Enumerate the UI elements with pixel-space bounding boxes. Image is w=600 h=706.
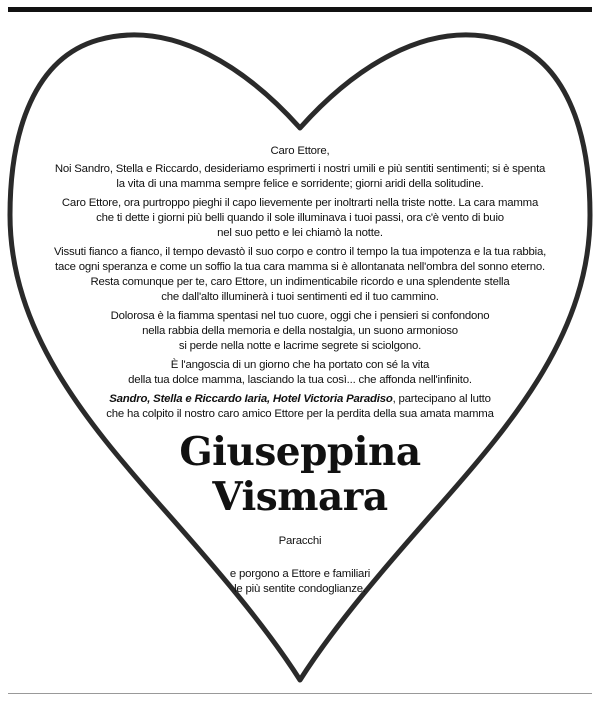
- paragraph-line: che ti dette i giorni più belli quando il sole illuminava i tuoi passi, ora c'è vento di buio: [96, 212, 504, 224]
- paragraph-2: [30, 196, 570, 241]
- paragraph-line: Caro Ettore, ora purtroppo pieghi il capo lievemente per inoltrarti nella triste notte. La cara mamma: [61, 197, 539, 209]
- paragraph-line: Vissuti fianco a fianco, il tempo devastò il suo corpo e contro il tempo la tua impotenza e la tua rabbia,: [53, 246, 547, 258]
- participation-line-2: che ha colpito il nostro caro amico Ettore per la perdita della sua amata mamma: [106, 408, 494, 420]
- closing: [30, 567, 570, 597]
- paragraph-line: nel suo petto e lei chiamò la notte.: [217, 227, 383, 239]
- paragraph-line: la vita di una mamma sempre felice e sorridente; giorni aridi della solitudine.: [116, 178, 484, 190]
- greeting: Caro Ettore,: [270, 145, 330, 157]
- deceased-name: [30, 430, 570, 520]
- sender-name: Paracchi: [278, 535, 322, 547]
- paragraph-line: nella rabbia della memoria e della nostalgia, un suono armonioso: [142, 325, 458, 337]
- notice-text-block: [30, 144, 570, 597]
- participation: [30, 392, 570, 422]
- closing-line-2: le più sentite condoglianze.: [234, 583, 366, 595]
- paragraph-line: Noi Sandro, Stella e Riccardo, desideriamo esprimerti i nostri umili e più sentiti sentimenti; si è spenta: [54, 163, 546, 175]
- paragraph-1: [30, 162, 570, 192]
- paragraph-5: [30, 358, 570, 388]
- paragraph-line: Resta comunque per te, caro Ettore, un indimenticabile ricordo e una splendente stella: [90, 276, 510, 288]
- participants-names: Sandro, Stella e Riccardo Iaria, Hotel Victoria Paradiso: [109, 393, 393, 405]
- paragraph-line: Dolorosa è la fiamma spentasi nel tuo cuore, oggi che i pensieri si confondono: [110, 310, 490, 322]
- paragraph-line: che dall'alto illuminerà i tuoi sentimenti ed il tuo cammino.: [161, 291, 439, 303]
- paragraph-line: È l'angoscia di un giorno che ha portato con sé la vita: [170, 359, 430, 371]
- deceased-first-name: Giuseppina: [179, 429, 421, 475]
- bottom-rule: [8, 693, 592, 694]
- closing-line-1: e porgono a Ettore e familiari: [229, 568, 371, 580]
- paragraph-line: si perde nella notte e lacrime segrete si sciolgono.: [178, 340, 422, 352]
- participation-line-1: [30, 392, 570, 407]
- participation-text: , partecipano al lutto: [392, 393, 491, 405]
- paragraph-line: tace ogni speranza e come un soffio la tua cara mamma si è allontanata nell'ombra del sonno eterno.: [55, 261, 545, 273]
- paragraph-3: [30, 245, 570, 305]
- paragraph-4: [30, 309, 570, 354]
- paragraph-line: della tua dolce mamma, lasciando la tua così... che affonda nell'infinito.: [128, 374, 472, 386]
- deceased-last-name: Vismara: [212, 474, 388, 520]
